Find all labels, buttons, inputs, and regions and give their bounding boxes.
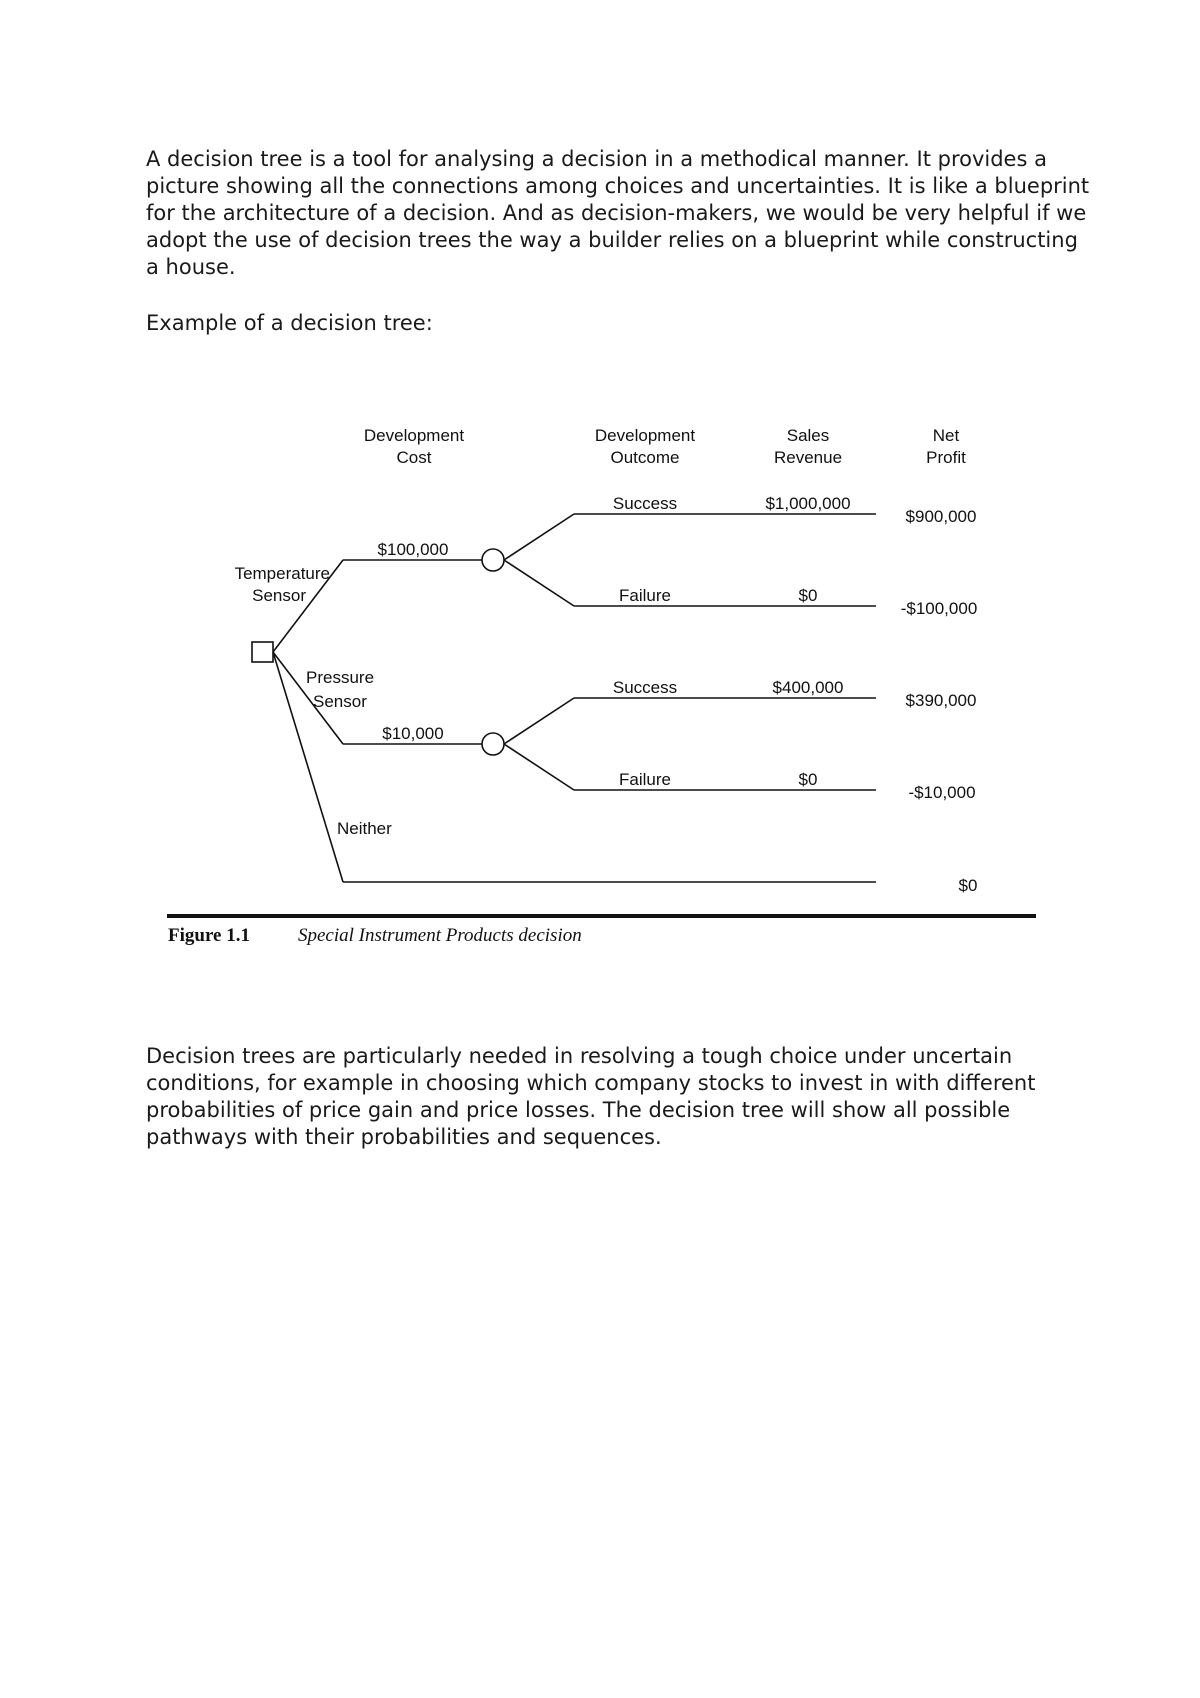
- branch-line-temperature-diagonal: [273, 560, 343, 652]
- figure-caption-label: Figure 1.1: [168, 925, 250, 946]
- outcome-label-pressure-failure: Failure: [619, 770, 671, 789]
- profit-label-pressure-failure: -$10,000: [908, 783, 976, 802]
- header-development-outcome-line2: Outcome: [610, 448, 680, 467]
- header-net-profit-line1: Net: [932, 426, 960, 445]
- header-development-cost-line2: Cost: [396, 448, 432, 467]
- revenue-label-temperature-failure: $0: [798, 586, 818, 605]
- outcome-label-temperature-success: Success: [612, 494, 678, 513]
- decision-node-square: [252, 642, 273, 662]
- revenue-label-temperature-success: $1,000,000: [765, 494, 851, 513]
- outcome-label-pressure-success: Success: [612, 678, 678, 697]
- cost-label-temperature: $100,000: [377, 540, 449, 559]
- header-sales-revenue-line2: Revenue: [773, 448, 843, 467]
- choice-label-temperature-line1: Temperature: [234, 564, 330, 583]
- outcome-label-temperature-failure: Failure: [619, 586, 671, 605]
- branch-line-pressure-success-diagonal: [504, 698, 574, 744]
- choice-label-temperature-line2: Sensor: [252, 586, 306, 605]
- chance-node-temperature: [482, 549, 504, 571]
- profit-label-temperature-failure: -$100,000: [900, 599, 978, 618]
- intro-paragraph: A decision tree is a tool for analysing a decision in a methodical manner. It provides a picture showing all the connections among choices and uncertainties. It is like a blueprint for the architecture of a decision. And as decision-makers, we would be very helpful if we adopt the use of decision trees the way a builder relies on a blueprint while constructing a house.: [146, 147, 1090, 279]
- revenue-label-pressure-failure: $0: [798, 770, 818, 789]
- figure-caption-text: Special Instrument Products decision: [298, 925, 582, 946]
- cost-label-pressure: $10,000: [382, 724, 444, 743]
- header-sales-revenue-line1: Sales: [786, 426, 830, 445]
- profit-label-temperature-success: $900,000: [905, 507, 977, 526]
- profit-label-pressure-success: $390,000: [905, 691, 977, 710]
- branch-line-neither-diagonal: [273, 652, 343, 882]
- chance-node-pressure: [482, 733, 504, 755]
- profit-label-neither: $0: [958, 876, 978, 895]
- example-heading: Example of a decision tree:: [146, 311, 433, 335]
- choice-label-pressure-line1: Pressure: [306, 668, 375, 687]
- caption-rule: [167, 914, 1036, 918]
- header-net-profit-line2: Profit: [926, 448, 966, 467]
- closing-paragraph: Decision trees are particularly needed in resolving a tough choice under uncertain conditions, for example in choosing which company stocks to invest in with different probabilities of price gain and price losses. The decision tree will show all possible pathways with their probabilities and sequences.: [146, 1044, 1036, 1149]
- branch-line-temperature-success-diagonal: [504, 514, 574, 560]
- branch-line-pressure-diagonal: [273, 652, 343, 744]
- branch-line-pressure-failure-diagonal: [504, 744, 574, 790]
- choice-label-neither: Neither: [337, 819, 392, 838]
- branch-line-temperature-failure-diagonal: [504, 560, 574, 606]
- header-development-cost-line1: Development: [363, 426, 465, 445]
- revenue-label-pressure-success: $400,000: [772, 678, 844, 697]
- choice-label-pressure-line2: Sensor: [313, 692, 367, 711]
- header-development-outcome-line1: Development: [594, 426, 696, 445]
